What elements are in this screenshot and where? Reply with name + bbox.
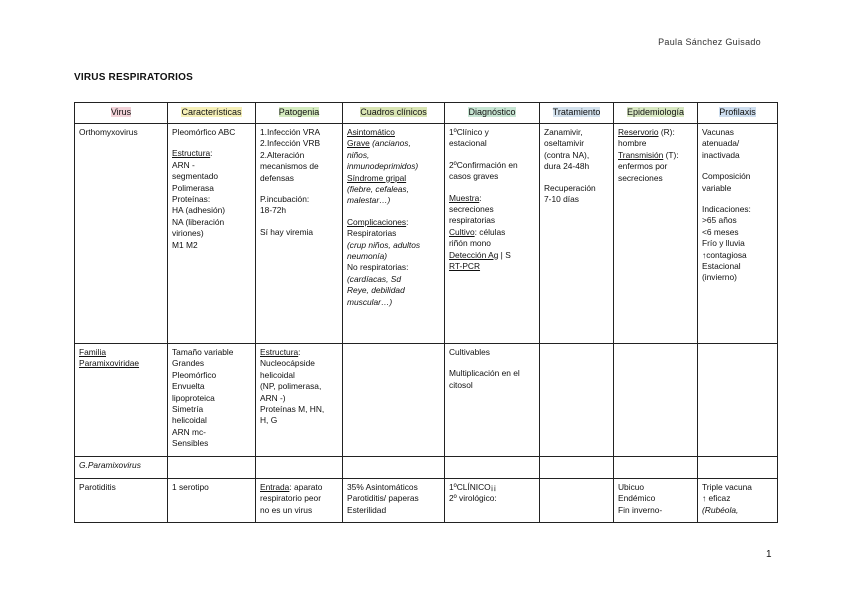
column-header-epidemiologia: Epidemiología bbox=[614, 103, 698, 124]
author-name: Paula Sánchez Guisado bbox=[658, 37, 761, 47]
cell-tratamiento bbox=[540, 457, 614, 479]
cell-profilaxis: Triple vacuna ↑ eficaz (Rubéola, bbox=[698, 479, 778, 523]
cell-cuadros-clinicos: Asintomático Grave (ancianos, niños, inmunodeprimidos) Síndrome gripal (fiebre, cefaleas, malestar…) Complicaciones: Respiratorias (crup niños, adultos neumonía) No respiratorias: (cardíacas, Sd Reye, debilidad muscular…) bbox=[343, 124, 445, 344]
cell-patogenia bbox=[256, 457, 343, 479]
cell-caracteristicas: 1 serotipo bbox=[168, 479, 256, 523]
cell-virus: Parotiditis bbox=[75, 479, 168, 523]
column-header-diagnostico: Diagnóstico bbox=[445, 103, 540, 124]
cell-cuadros-clinicos: 35% Asintomáticos Parotiditis/ paperas Esterilidad bbox=[343, 479, 445, 523]
cell-caracteristicas: Pleomórfico ABC Estructura: ARN - segmentado Polimerasa Proteínas: HA (adhesión) NA (liberación viriones) M1 M2 bbox=[168, 124, 256, 344]
cell-diagnostico: 1ºCLÍNICO¡¡ 2º virológico: bbox=[445, 479, 540, 523]
cell-tratamiento bbox=[540, 344, 614, 457]
column-header-caracteristicas: Características bbox=[168, 103, 256, 124]
cell-virus: G.Paramixovirus bbox=[75, 457, 168, 479]
cell-caracteristicas: Tamaño variable Grandes Pleomórfico Envuelta lipoproteica Simetría helicoidal ARN mc- Sensibles bbox=[168, 344, 256, 457]
cell-diagnostico bbox=[445, 457, 540, 479]
cell-patogenia: Entrada: aparato respiratorio peor no es un virus bbox=[256, 479, 343, 523]
cell-caracteristicas bbox=[168, 457, 256, 479]
cell-cuadros-clinicos bbox=[343, 457, 445, 479]
cell-virus: Familia Paramixoviridae bbox=[75, 344, 168, 457]
document-title: VIRUS RESPIRATORIOS bbox=[74, 72, 194, 83]
cell-epidemiologia: Ubicuo Endémico Fin inverno- bbox=[614, 479, 698, 523]
cell-diagnostico: Cultivables Multiplicación en el citosol bbox=[445, 344, 540, 457]
cell-patogenia: Estructura: Nucleocápside helicoidal (NP, polimerasa, ARN -) Proteínas M, HN, H, G bbox=[256, 344, 343, 457]
cell-diagnostico: 1ºClínico y estacional 2ºConfirmación en casos graves Muestra: secreciones respiratorias Cultivo: células riñón mono Detección Ag | S RT-PCR bbox=[445, 124, 540, 344]
cell-tratamiento: Zanamivir, oseltamivir (contra NA), dura 24-48h Recuperación 7-10 días bbox=[540, 124, 614, 344]
cell-tratamiento bbox=[540, 479, 614, 523]
table-row-parotiditis bbox=[75, 479, 778, 523]
cell-epidemiologia bbox=[614, 344, 698, 457]
cell-virus: Orthomyxovirus bbox=[75, 124, 168, 344]
cell-epidemiologia: Reservorio (R): hombre Transmisión (T): enfermos por secreciones bbox=[614, 124, 698, 344]
cell-cuadros-clinicos bbox=[343, 344, 445, 457]
table-row-g-paramixovirus bbox=[75, 457, 778, 479]
cell-patogenia: 1.Infección VRA 2.Infección VRB 2.Alteración mecanismos de defensas P.incubación: 18-72h Sí hay viremia bbox=[256, 124, 343, 344]
table-row-paramixoviridae bbox=[75, 344, 778, 457]
column-header-patogenia: Patogenia bbox=[256, 103, 343, 124]
cell-epidemiologia bbox=[614, 457, 698, 479]
table-row-orthomyxovirus bbox=[75, 124, 778, 344]
cell-profilaxis bbox=[698, 457, 778, 479]
cell-profilaxis bbox=[698, 344, 778, 457]
column-header-virus: Virus bbox=[75, 103, 168, 124]
cell-profilaxis: Vacunas atenuada/ inactivada Composición variable Indicaciones: >65 años <6 meses Frío y lluvia ↑contagiosa Estacional (invierno) bbox=[698, 124, 778, 344]
column-header-tratamiento: Tratamiento bbox=[540, 103, 614, 124]
table-header-row bbox=[75, 103, 778, 124]
column-header-cuadros-clinicos: Cuadros clínicos bbox=[343, 103, 445, 124]
respiratory-virus-table bbox=[74, 102, 778, 523]
column-header-profilaxis: Profilaxis bbox=[698, 103, 778, 124]
page-number: 1 bbox=[766, 549, 772, 560]
